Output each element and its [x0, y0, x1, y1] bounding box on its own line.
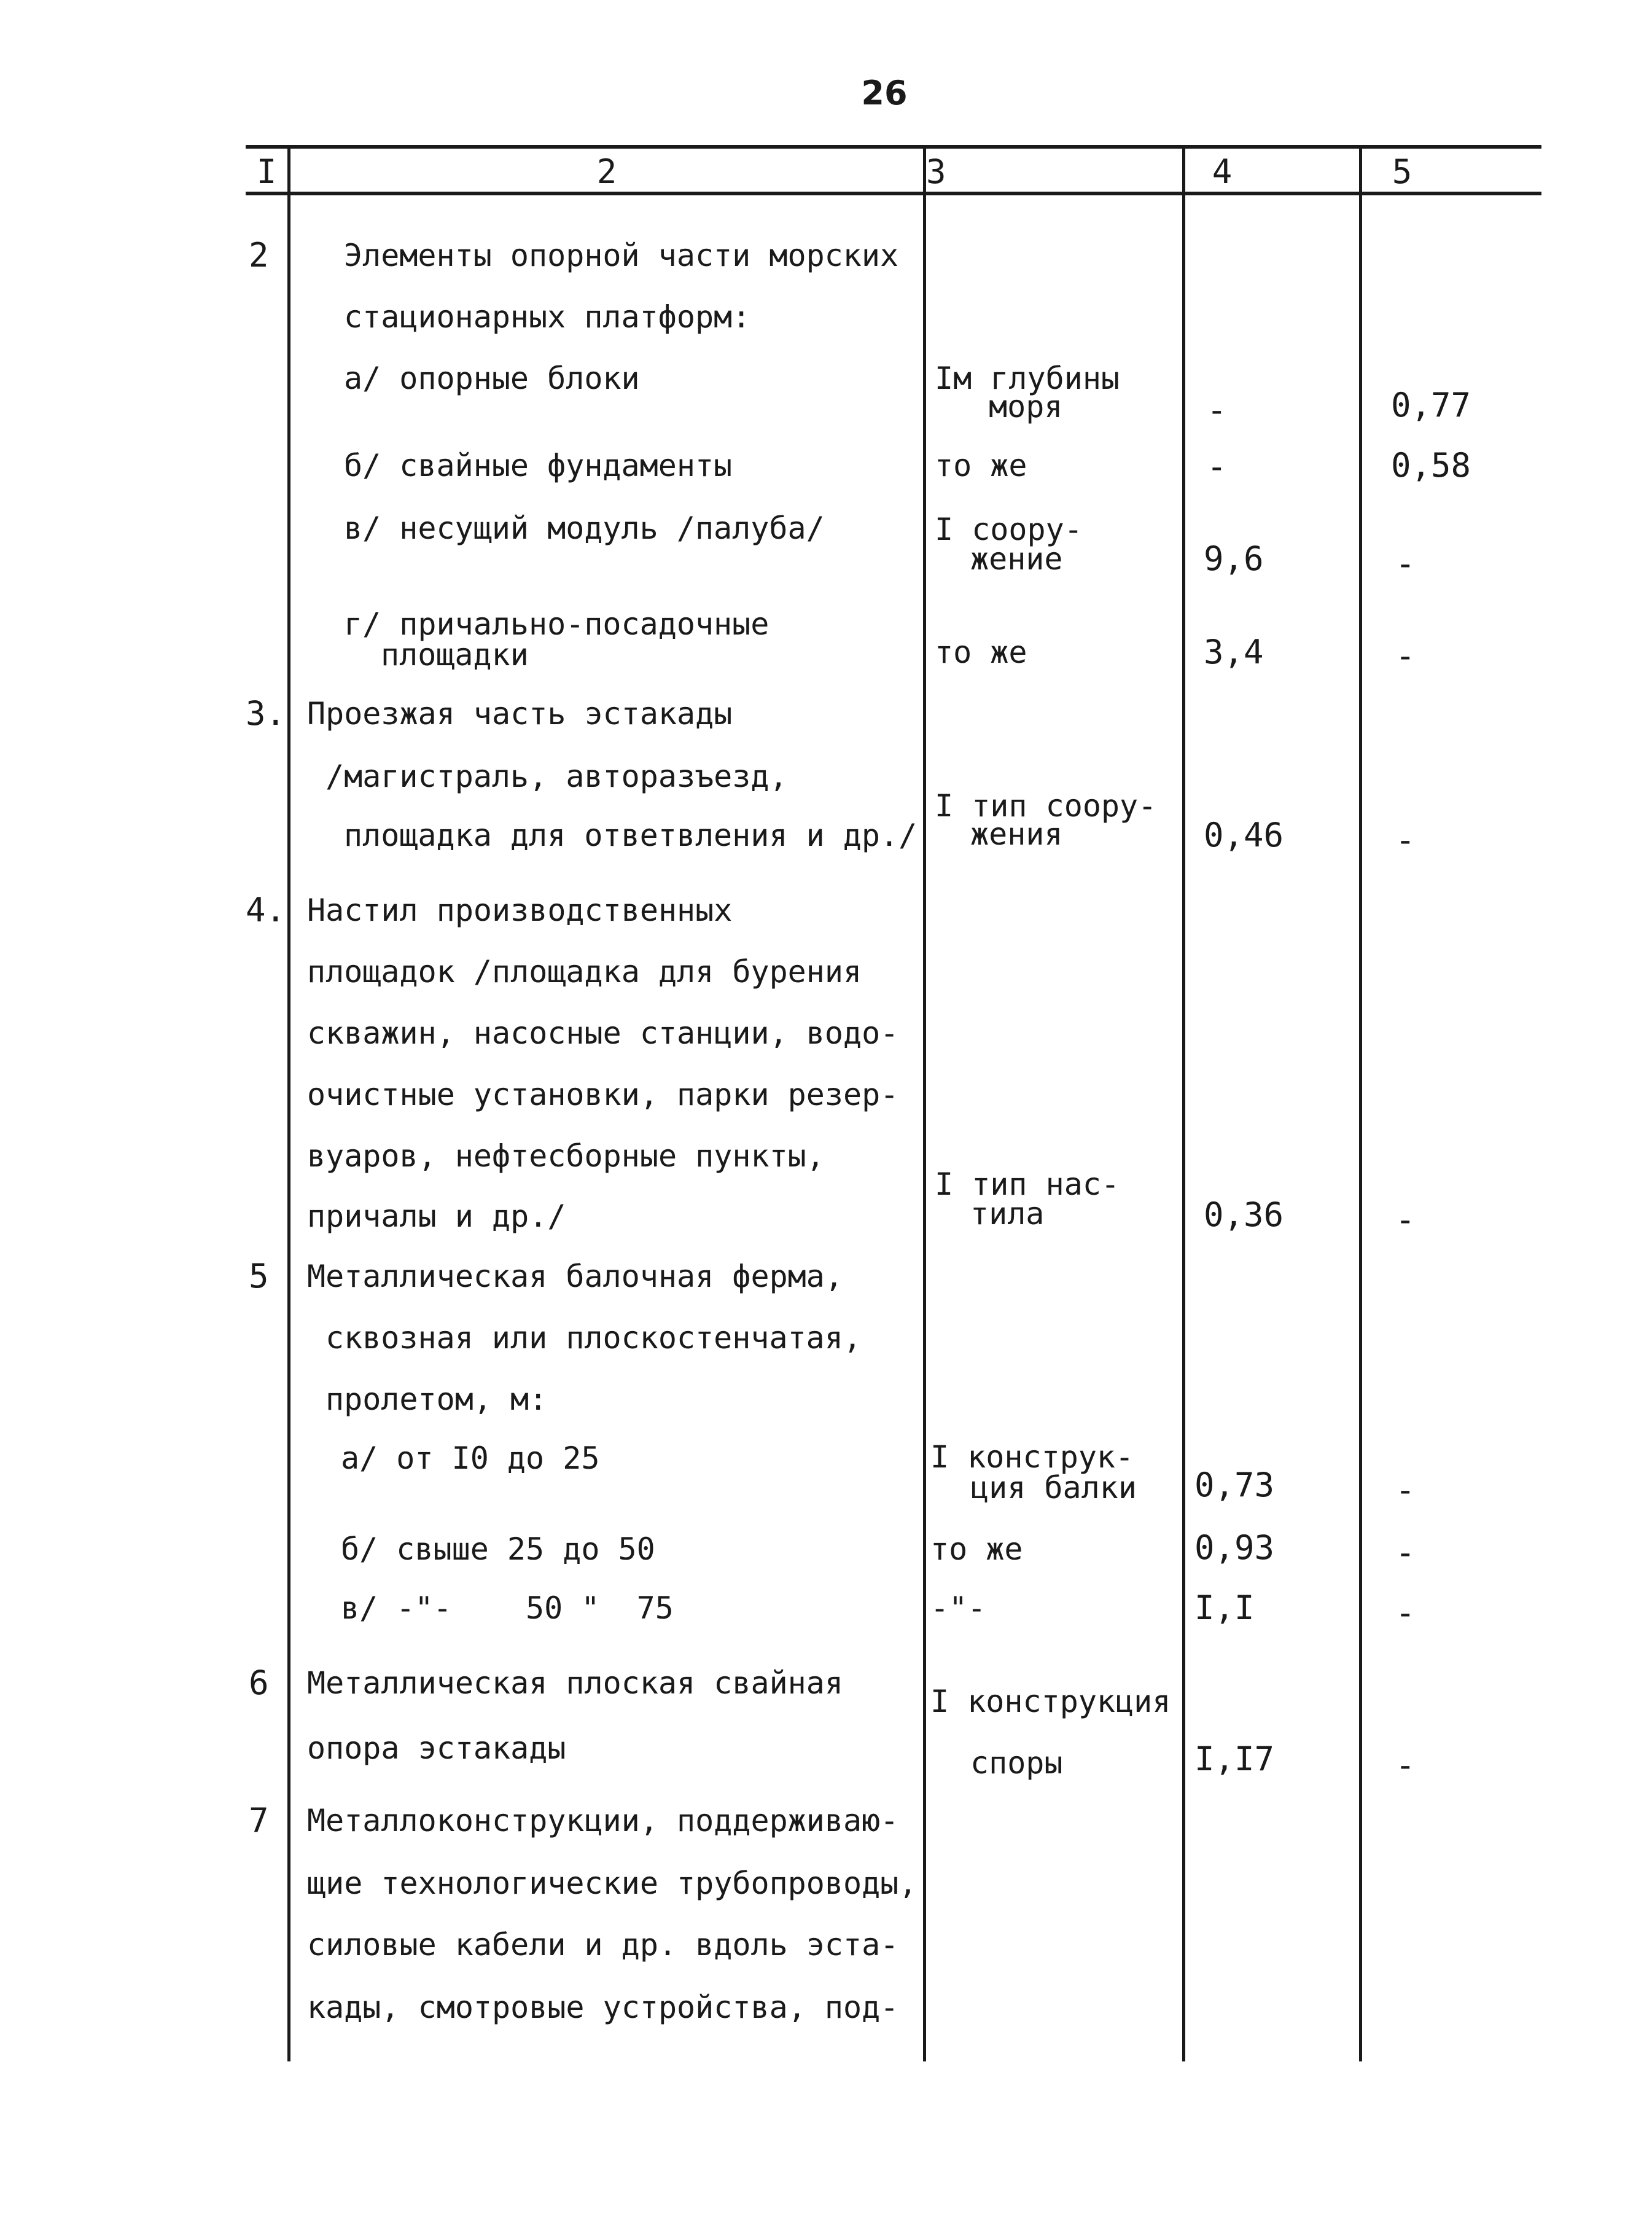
column-divider-2: [923, 145, 926, 2061]
unit-label: жения: [970, 816, 1063, 852]
column-divider-1: [287, 145, 290, 2061]
value-col-4: I,I7: [1194, 1740, 1275, 1778]
row-text: кады, смотровые устройства, под-: [307, 1990, 899, 2025]
row-text: очистные установки, парки резер-: [307, 1077, 899, 1112]
row-text: Металлоконструкции, поддерживаю-: [307, 1803, 899, 1838]
row-text: Металлическая балочная ферма,: [307, 1259, 843, 1294]
row-text: вуаров, нефтесборные пункты,: [307, 1138, 825, 1174]
row-text: Проезжая часть эстакады: [307, 696, 733, 732]
unit-label: I конструк-: [930, 1439, 1134, 1475]
unit-label: то же: [935, 448, 1027, 483]
item-label: площадки: [381, 637, 529, 673]
unit-label: то же: [930, 1531, 1023, 1567]
row-number: 5: [249, 1257, 269, 1295]
row-text: опора эстакады: [307, 1730, 566, 1766]
row-title: стационарных платформ:: [344, 299, 751, 335]
value-col-5: -: [1395, 1471, 1416, 1509]
row-text: площадка для ответвления и др./: [344, 818, 918, 853]
item-label: г/ причально-посадочные: [344, 606, 770, 642]
row-text: Металлическая плоская свайная: [307, 1665, 843, 1701]
row-number: 2: [249, 236, 269, 275]
row-text: сквозная или плоскостенчатая,: [325, 1320, 862, 1356]
item-label: б/ свыше 25 до 50: [341, 1531, 655, 1567]
row-text: пролетом, м:: [325, 1381, 548, 1417]
value-col-4: 0,73: [1194, 1466, 1275, 1504]
value-col-5: -: [1395, 544, 1416, 583]
value-col-4: 0,93: [1194, 1528, 1275, 1567]
value-col-5: 0,77: [1391, 386, 1471, 424]
unit-label: тила: [970, 1196, 1045, 1232]
header-col-5: 5: [1392, 152, 1412, 191]
row-number: 6: [249, 1663, 269, 1702]
unit-label: I конструкция: [930, 1684, 1171, 1719]
row-text: щие технологические трубопроводы,: [307, 1865, 918, 1901]
unit-label: жение: [970, 541, 1063, 577]
unit-label: I соору-: [935, 512, 1083, 547]
unit-label: Iм глубины: [935, 361, 1120, 396]
row-text: площадок /площадка для бурения: [307, 954, 862, 990]
row-number: 7: [249, 1801, 269, 1840]
header-col-2: 2: [596, 152, 617, 191]
item-label: а/ от I0 до 25: [341, 1440, 600, 1476]
value-col-4: -: [1207, 391, 1227, 429]
item-label: а/ опорные блоки: [344, 361, 640, 396]
unit-label: I тип нас-: [935, 1166, 1120, 1202]
unit-label: моря: [989, 389, 1063, 424]
row-number: 4.: [246, 891, 286, 929]
column-divider-3: [1182, 145, 1185, 2061]
value-col-5: -: [1395, 636, 1416, 675]
value-col-5: -: [1395, 1533, 1416, 1572]
row-text: силовые кабели и др. вдоль эста-: [307, 1927, 899, 1963]
row-title: Элементы опорной части морских: [344, 238, 899, 273]
unit-label: ция балки: [970, 1470, 1137, 1506]
row-text: причалы и др./: [307, 1198, 566, 1234]
value-col-5: -: [1395, 821, 1416, 859]
unit-label: споры: [970, 1745, 1063, 1781]
column-divider-4: [1359, 145, 1362, 2061]
unit-label: I тип соору-: [935, 788, 1157, 824]
value-col-4: 0,36: [1204, 1195, 1284, 1234]
header-col-3: 3: [926, 152, 946, 191]
row-number: 3.: [246, 694, 286, 733]
value-col-4: -: [1207, 447, 1227, 486]
row-text: скважин, насосные станции, водо-: [307, 1015, 899, 1051]
value-col-4: 9,6: [1204, 539, 1264, 578]
value-col-5: -: [1395, 1200, 1416, 1239]
header-col-4: 4: [1212, 152, 1233, 191]
header-bottom-rule: [246, 192, 1541, 195]
page-number: 26: [861, 74, 908, 112]
value-col-5: 0,58: [1391, 446, 1471, 485]
row-text: Настил производственных: [307, 893, 733, 928]
value-col-5: -: [1395, 1746, 1416, 1784]
row-text: /магистраль, авторазъезд,: [325, 759, 788, 794]
table-top-rule: [246, 145, 1541, 149]
item-label: в/ несущий модуль /палуба/: [344, 510, 825, 546]
unit-label: -"-: [930, 1590, 986, 1626]
unit-label: то же: [935, 635, 1027, 670]
item-label: б/ свайные фундаменты: [344, 448, 733, 483]
value-col-4: 0,46: [1204, 816, 1284, 854]
item-label: в/ -"- 50 " 75: [341, 1590, 674, 1626]
value-col-4: 3,4: [1204, 633, 1264, 671]
value-col-4: I,I: [1194, 1588, 1255, 1627]
value-col-5: -: [1395, 1593, 1416, 1632]
header-col-1: I: [256, 152, 277, 191]
